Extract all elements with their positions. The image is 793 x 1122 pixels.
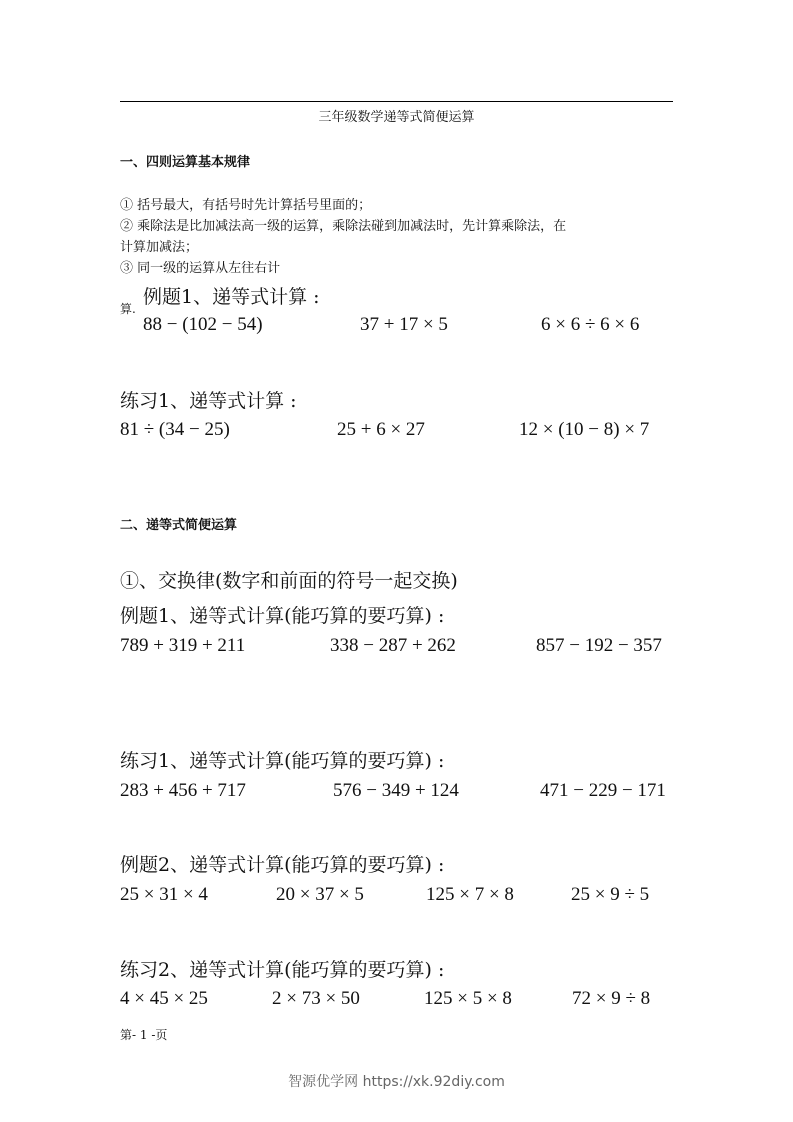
s2-example2-label: 例题2、递等式计算(能巧算的要巧算) : <box>120 854 445 876</box>
example1-expr-1: 88 − (102 − 54) <box>143 314 263 335</box>
s2-practice2-expr-1: 4 × 45 × 25 <box>120 988 208 1009</box>
rule-2: ② 乘除法是比加减法高一级的运算，乘除法碰到加减法时，先计算乘除法，在 <box>120 219 567 234</box>
s2-practice2-expr-4: 72 × 9 ÷ 8 <box>572 988 651 1009</box>
practice1-expr-3: 12 × (10 − 8) × 7 <box>519 419 650 440</box>
s2-practice1-expr-3: 471 − 229 − 171 <box>540 780 666 801</box>
rule-3-tail: 算. <box>120 302 136 316</box>
s2-practice2-expr-3: 125 × 5 × 8 <box>424 988 512 1009</box>
rule-1: ① 括号最大，有括号时先计算括号里面的； <box>120 198 372 213</box>
s2-example1-expr-3: 857 − 192 − 357 <box>536 635 662 656</box>
s2-example1-label: 例题1、递等式计算(能巧算的要巧算) : <box>120 605 445 627</box>
s2-example2-expr-2: 20 × 37 × 5 <box>276 884 364 905</box>
s2-example2-expr-3: 125 × 7 × 8 <box>426 884 514 905</box>
s2-practice1-expr-2: 576 − 349 + 124 <box>333 780 459 801</box>
example1-label: 例题1、递等式计算 : <box>143 286 320 308</box>
s2-example2-expr-1: 25 × 31 × 4 <box>120 884 208 905</box>
practice1-label: 练习1、递等式计算 : <box>120 390 297 412</box>
s2-practice1-expr-1: 283 + 456 + 717 <box>120 780 246 801</box>
example1-expr-3: 6 × 6 ÷ 6 × 6 <box>541 314 640 335</box>
s2-example2-expr-4: 25 × 9 ÷ 5 <box>571 884 650 905</box>
practice1-expr-1: 81 ÷ (34 − 25) <box>120 419 230 440</box>
example1-expr-2: 37 + 17 × 5 <box>360 314 448 335</box>
rule-2-cont: 计算加减法； <box>120 240 199 255</box>
s2-practice1-label: 练习1、递等式计算(能巧算的要巧算) : <box>120 750 445 772</box>
section2-heading: 二、递等式简便运算 <box>120 518 238 533</box>
s2-practice2-expr-2: 2 × 73 × 50 <box>272 988 360 1009</box>
commutative-subheading: ①、交换律(数字和前面的符号一起交换) <box>120 570 458 592</box>
rule-3: ③ 同一级的运算从左往右计 <box>120 261 281 276</box>
s2-example1-expr-2: 338 − 287 + 262 <box>330 635 456 656</box>
section1-heading: 一、四则运算基本规律 <box>120 155 251 170</box>
footer-watermark: 智源优学网 https://xk.92diy.com <box>288 1074 505 1090</box>
s2-example1-expr-1: 789 + 319 + 211 <box>120 635 246 656</box>
page-title: 三年级数学递等式简便运算 <box>318 110 475 125</box>
practice1-expr-2: 25 + 6 × 27 <box>337 419 425 440</box>
s2-practice2-label: 练习2、递等式计算(能巧算的要巧算) : <box>120 959 445 981</box>
header-rule <box>120 101 673 102</box>
page-number: 第- 1 -页 <box>120 1028 168 1042</box>
